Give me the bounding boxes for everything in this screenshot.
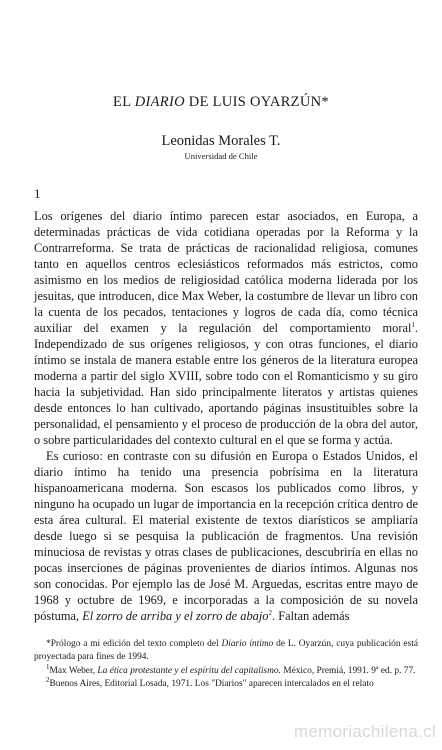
footnote-text: Max Weber,: [49, 665, 98, 676]
footnote-star: [34, 638, 418, 665]
footnote-text: Prólogo a mi edición del texto completo del: [50, 639, 222, 649]
paragraph-1: [34, 208, 418, 448]
footnote-italic: Diario íntimo: [221, 639, 274, 649]
footnote-ref-1: 1: [411, 320, 415, 329]
footnote-text-after: de L. Oyarzún, cuya publicación está proyectada para fines de 1994.: [34, 639, 418, 663]
body-text: [34, 208, 418, 624]
footnote-ref-2: 2: [268, 608, 273, 617]
footnote-1: [34, 662, 418, 678]
section-number: 1: [34, 186, 41, 201]
title-prefix: EL: [113, 94, 135, 110]
footnote-text-after: México, Premiá, 1991. 9ª ed. p. 77.: [280, 665, 416, 676]
footnote-2: [34, 675, 418, 691]
paragraph-1-text-after: . Independizado de sus orígenes religiosos, y con otras funciones, el diario íntimo se instala de manera estable entre los géneros de la literatura europea moderna a partir del siglo XVIII, sobre todo con el Romanticismo y su giro hacia la subjetividad. Han sido principalmente literatos y artistas quienes desde entonces lo han cultivado, aportando páginas insustituibles sobre la personalidad, el pensamiento y el proceso de producción de la obra del autor, o sobre particularidades del contexto cultural en el que se forma y actúa.: [34, 321, 418, 447]
paragraph-2-text-after: . Faltan además: [272, 609, 350, 623]
paragraph-2: [34, 448, 418, 624]
footnote-mark: 2: [46, 675, 50, 684]
title-italic: DIARIO: [134, 94, 185, 110]
footnote-mark: *: [46, 639, 51, 649]
author-name: Leonidas Morales T.: [161, 133, 281, 149]
article-title: [0, 94, 442, 111]
paragraph-1-text: Los orígenes del diario íntimo parecen estar asociados, en Europa, a determinadas prácticas de vida cotidiana operadas por la Reforma y la Contrarreforma. Se trata de prácticas de racionalidad religiosa, comunes tanto en aquellos centros eclesiásticos reformados más estrictos, como asimismo en los medios de religiosidad católica moderna liderada por los jesuitas, que introducen, dice Max Weber, la costumbre de llevar un libro con la cuenta de los pecados, tentaciones y logros de cada día, como técnica auxiliar del examen y la regulación del comportamiento moral: [34, 209, 418, 335]
watermark: memoriachilena.cl: [293, 722, 436, 741]
paragraph-2-italic: El zorro de arriba y el zorro de abajo: [82, 609, 269, 623]
paragraph-2-text: Es curioso: en contraste con su difusión en Europa o Estados Unidos, el diario íntimo ha tenido una presencia pobrísima en la literatura hispanoamericana moderna. Son escasos los publicados como libros, y ninguno ha ocupado un lugar de importancia en la recepción crítica dentro de esta área cultural. El material existente de textos diarísticos se ampliaría desde luego si se pesquisa la publicación de fragmentos. Una revisión minuciosa de revistas y otras clases de publicaciones, descubriría en ellas no pocas inserciones de páginas provenientes de diarios íntimos. Algunas nos son conocidas. Por ejemplo las de José M. Arguedas, escritas entre mayo de 1968 y octubre de 1969, e incorporadas a la composición de su novela póstuma,: [34, 449, 418, 623]
title-suffix: DE LUIS OYARZÚN*: [184, 94, 329, 110]
footnote-italic: La ética protestante y el espíritu del capitalismo.: [97, 665, 281, 676]
footnote-text: Buenos Aires, Editorial Losada, 1971. Los "Diarios" aparecen intercalados en el relato: [49, 678, 374, 689]
footnote-mark: 1: [46, 662, 50, 671]
author-affiliation: Universidad de Chile: [184, 151, 258, 161]
footnotes: [34, 638, 418, 691]
